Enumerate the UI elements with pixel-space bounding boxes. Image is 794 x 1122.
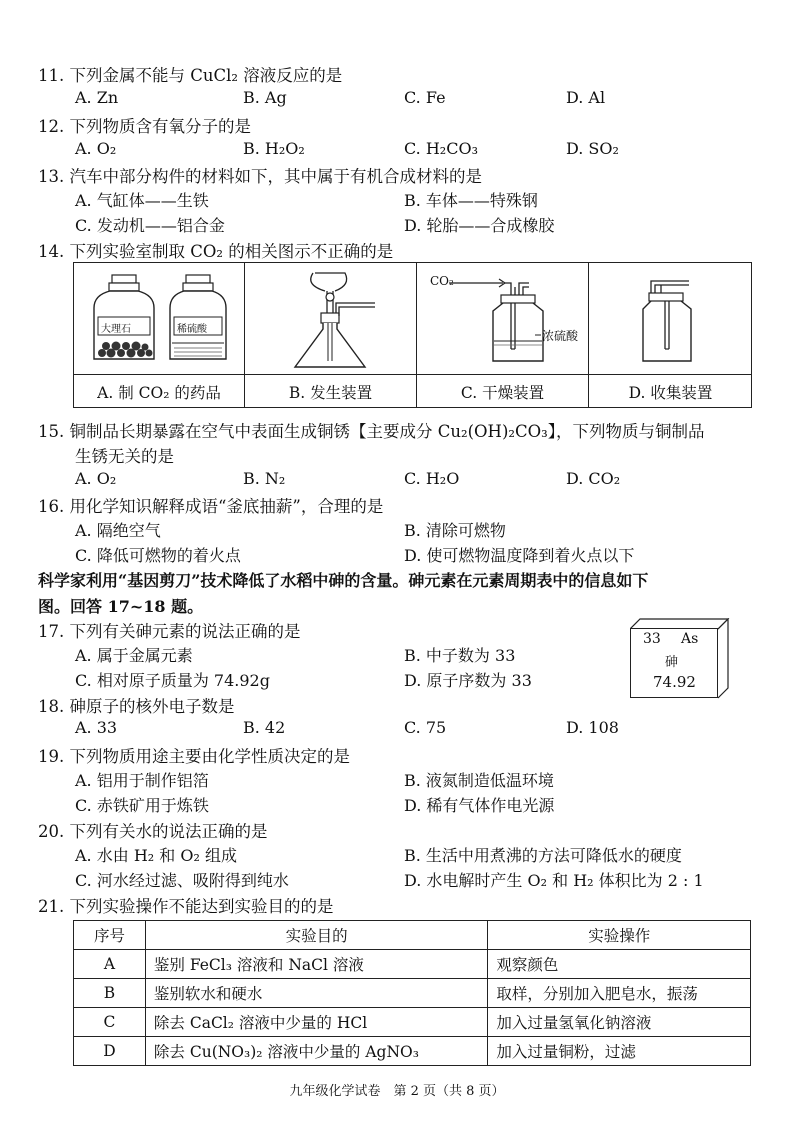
q18-option-a: A. 33 xyxy=(75,718,118,737)
table-row xyxy=(74,979,751,1008)
q17-stem: 17. 下列有关砷元素的说法正确的是 xyxy=(38,622,301,641)
q17-option-c: C. 相对原子质量为 74.92g xyxy=(75,671,270,690)
q14-caption-c: C. 干燥装置 xyxy=(460,384,545,402)
atomic-mass: 74.92 xyxy=(653,673,696,691)
q12-option-b: B. H₂O₂ xyxy=(243,139,305,158)
q15-option-a: A. O₂ xyxy=(75,469,117,488)
row-label: B xyxy=(74,979,146,1008)
q20-option-c: C. 河水经过滤、吸附得到纯水 xyxy=(75,871,289,890)
q20-option-a: A. 水由 H₂ 和 O₂ 组成 xyxy=(75,846,237,865)
q17-option-b: B. 中子数为 33 xyxy=(404,646,516,665)
q14-caption-b: B. 发生装置 xyxy=(288,384,373,402)
col-header-purpose: 实验目的 xyxy=(145,921,488,950)
q12-option-c: C. H₂CO₃ xyxy=(404,139,478,158)
intro-line2: 图。回答 17~18 题。 xyxy=(38,597,204,616)
row-label: D xyxy=(74,1037,146,1066)
q13-stem: 13. 汽车中部分构件的材料如下，其中属于有机合成材料的是 xyxy=(38,167,482,186)
q13-option-d: D. 轮胎——合成橡胶 xyxy=(404,216,555,235)
table-row xyxy=(74,1008,751,1037)
row-operation: 取样，分别加入肥皂水，振荡 xyxy=(488,979,751,1008)
atomic-number: 33 xyxy=(643,631,661,647)
co2-inlet-label: CO₂ xyxy=(430,274,454,288)
q11-option-b: B. Ag xyxy=(243,88,287,107)
q18-stem: 18. 砷原子的核外电子数是 xyxy=(38,697,235,716)
q14-stem: 14. 下列实验室制取 CO₂ 的相关图示不正确的是 xyxy=(38,242,394,261)
q15-option-b: B. N₂ xyxy=(243,469,286,488)
q12-stem: 12. 下列物质含有氧分子的是 xyxy=(38,117,251,136)
q12-option-d: D. SO₂ xyxy=(566,139,619,158)
q19-option-b: B. 液氮制造低温环境 xyxy=(404,771,554,790)
element-box-3d-edge xyxy=(630,618,730,630)
table-row xyxy=(74,950,751,979)
q19-option-d: D. 稀有气体作电光源 xyxy=(404,796,555,815)
element-box xyxy=(630,628,718,698)
q20-option-d: D. 水电解时产生 O₂ 和 H₂ 体积比为 2 : 1 xyxy=(404,871,704,890)
q18-option-b: B. 42 xyxy=(243,718,286,737)
q20-stem: 20. 下列有关水的说法正确的是 xyxy=(38,822,268,841)
q16-option-d: D. 使可燃物温度降到着火点以下 xyxy=(404,546,635,565)
row-label: A xyxy=(74,950,146,979)
q14-caption-a: A. 制 CO₂ 的药品 xyxy=(97,384,221,402)
row-label: C xyxy=(74,1008,146,1037)
intro-line1: 科学家利用“基因剪刀”技术降低了水稻中砷的含量。砷元素在元素周期表中的信息如下 xyxy=(38,571,649,590)
q13-option-a: A. 气缸体——生铁 xyxy=(75,191,209,210)
q18-option-d: D. 108 xyxy=(566,718,619,737)
table-header-row xyxy=(74,921,751,950)
reagent-bottles-illustration xyxy=(74,263,244,374)
element-symbol: As xyxy=(681,631,699,647)
q16-option-c: C. 降低可燃物的着火点 xyxy=(75,546,241,565)
q16-option-b: B. 清除可燃物 xyxy=(404,521,506,540)
q15-stem-line2: 生锈无关的是 xyxy=(75,447,174,466)
q17-option-a: A. 属于金属元素 xyxy=(75,646,193,665)
element-box-side-edge xyxy=(717,618,729,700)
q11-option-d: D. Al xyxy=(566,88,606,107)
q15-stem-line1: 15. 铜制品长期暴露在空气中表面生成铜锈【主要成分 Cu₂(OH)₂CO₃】，下列物质与铜制品 xyxy=(38,422,705,441)
col-header-number: 序号 xyxy=(74,921,146,950)
q21-stem: 21. 下列实验操作不能达到实验目的的是 xyxy=(38,897,334,916)
collection-apparatus-illustration xyxy=(589,263,752,374)
q16-option-a: A. 隔绝空气 xyxy=(75,521,161,540)
row-purpose: 除去 Cu(NO₃)₂ 溶液中少量的 AgNO₃ xyxy=(145,1037,488,1066)
q19-option-a: A. 铝用于制作铝箔 xyxy=(75,771,209,790)
q11-option-c: C. Fe xyxy=(404,88,446,107)
q16-stem: 16. 用化学知识解释成语“釜底抽薪”，合理的是 xyxy=(38,497,384,516)
q17-option-d: D. 原子序数为 33 xyxy=(404,671,532,690)
q19-stem: 19. 下列物质用途主要由化学性质决定的是 xyxy=(38,747,350,766)
q15-option-d: D. CO₂ xyxy=(566,469,621,488)
row-operation: 加入过量铜粉，过滤 xyxy=(488,1037,751,1066)
dilute-acid-label: 稀硫酸 xyxy=(177,324,207,335)
marble-label: 大理石 xyxy=(101,324,131,335)
q18-option-c: C. 75 xyxy=(404,718,447,737)
table-row xyxy=(74,1037,751,1066)
q13-option-c: C. 发动机——铝合金 xyxy=(75,216,225,235)
generation-apparatus-illustration xyxy=(245,263,416,374)
q15-option-c: C. H₂O xyxy=(404,469,460,488)
row-operation: 加入过量氢氧化钠溶液 xyxy=(488,1008,751,1037)
q12-option-a: A. O₂ xyxy=(75,139,117,158)
row-purpose: 鉴别软水和硬水 xyxy=(145,979,488,1008)
row-purpose: 除去 CaCl₂ 溶液中少量的 HCl xyxy=(145,1008,488,1037)
q14-figure-table xyxy=(73,262,752,408)
page-footer: 九年级化学试卷 第 2 页（共 8 页） xyxy=(289,1084,505,1099)
col-header-operation: 实验操作 xyxy=(488,921,751,950)
conc-acid-label: 浓硫酸 xyxy=(542,329,579,343)
row-purpose: 鉴别 FeCl₃ 溶液和 NaCl 溶液 xyxy=(145,950,488,979)
q14-caption-d: D. 收集装置 xyxy=(628,384,713,402)
element-name: 砷 xyxy=(665,655,679,670)
q11-option-a: A. Zn xyxy=(75,88,119,107)
q21-table xyxy=(73,920,751,1066)
q19-option-c: C. 赤铁矿用于炼铁 xyxy=(75,796,209,815)
q13-option-b: B. 车体——特殊钢 xyxy=(404,191,538,210)
row-operation: 观察颜色 xyxy=(488,950,751,979)
q11-stem: 11. 下列金属不能与 CuCl₂ 溶液反应的是 xyxy=(38,66,343,85)
q20-option-b: B. 生活中用煮沸的方法可降低水的硬度 xyxy=(404,846,682,865)
